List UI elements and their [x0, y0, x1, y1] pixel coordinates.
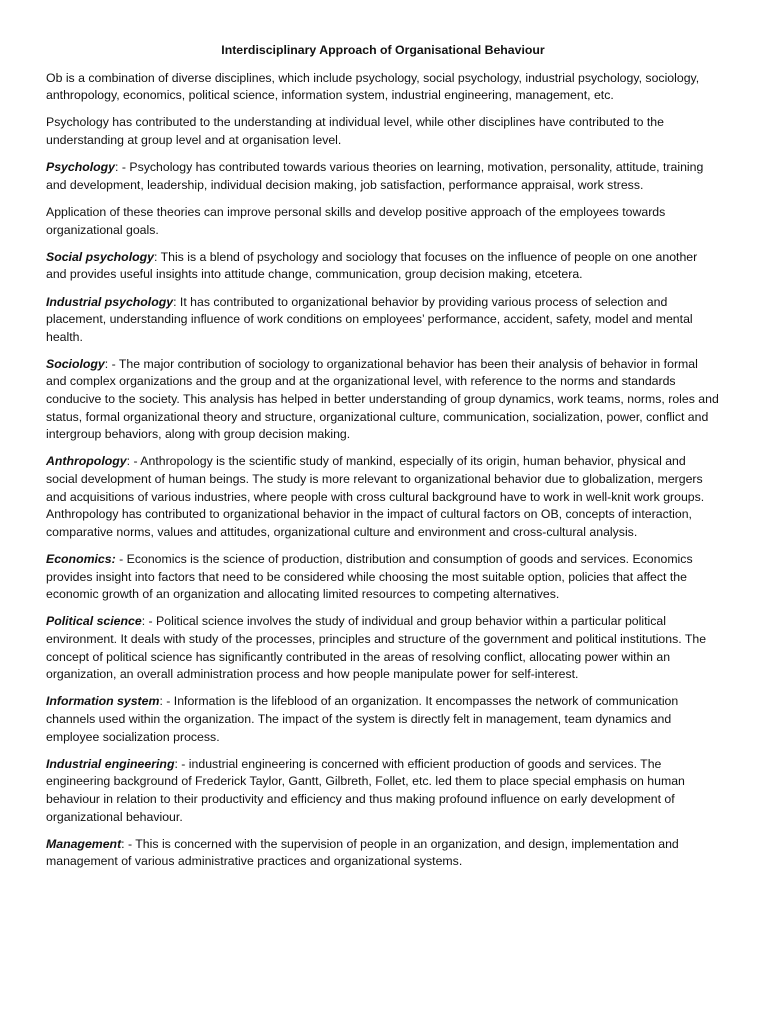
section-sociology: [46, 356, 720, 444]
section-text: : - Political science involves the study of individual and group behavior within a particular political environment. It deals with study of the processes, principles and structure of the government and political institutions. The concept of political science has significantly contributed in the areas of resolving conflict, allocating power within an organization, an overall administration process and how people manipulate power for self-interest.: [46, 614, 707, 682]
section-term: Information system: [46, 694, 160, 709]
section-information-system: [46, 693, 720, 746]
section-application: [46, 204, 720, 239]
section-term: Political science: [46, 614, 142, 629]
section-text: : - Anthropology is the scientific study of mankind, especially of its origin, human behavior, physical and social development of human beings. The study is more relevant to organizational behavior due to globalization, mergers and acquisitions of various industries, where people with cross cultural background have to work in well-knit work groups. Anthropology has contributed to organizational behavior in the impact of cultural factors on OB, concepts of interaction, comparative norms, values and attitudes, organizational culture and environment and cross-cultural analysis.: [46, 454, 705, 539]
section-industrial-engineering: [46, 756, 720, 826]
intro-paragraph-1: Ob is a combination of diverse disciplines, which include psychology, social psychology, industrial psychology, sociology, anthropology, economics, political science, information system, industrial engineering, management, etc.: [46, 70, 700, 103]
section-industrial-psychology: [46, 294, 720, 347]
section-text: Application of these theories can improve personal skills and develop positive approach of the employees towards organizational goals.: [46, 204, 666, 237]
section-anthropology: [46, 453, 720, 541]
section-term: Industrial psychology: [46, 294, 174, 309]
section-term: Industrial engineering: [46, 756, 175, 771]
section-term: Economics:: [46, 552, 116, 566]
section-psychology: [46, 159, 720, 194]
section-social-psychology: [46, 249, 720, 284]
section-term: Anthropology: [46, 454, 127, 469]
section-term: Social psychology: [46, 249, 154, 264]
section-text: : It has contributed to organizational behavior by providing various process of selection and placement, understanding influence of work conditions on employees’ performance, accident, safety, model and mental health.: [46, 294, 693, 344]
section-management: [46, 836, 720, 871]
section-text: : - industrial engineering is concerned with efficient production of goods and services. The engineering background of Frederick Taylor, Gantt, Gilbreth, Follet, etc. led them to place special emphasis on human behaviour in relation to their productivity and efficiency and thus making profound influence on early development of organizational behaviour.: [46, 756, 685, 824]
section-text: : This is a blend of psychology and sociology that focuses on the influence of people on one another and provides useful insights into attitude change, communication, group decision making, etcetera.: [46, 249, 698, 282]
document-title: Interdisciplinary Approach of Organisational Behaviour: [221, 43, 545, 57]
section-political-science: [46, 613, 720, 683]
section-term: Management: [46, 836, 122, 851]
section-term: Psychology: [46, 160, 116, 175]
section-text: : - This is concerned with the supervision of people in an organization, and design, implementation and management of various administrative practices and organizational systems.: [46, 836, 679, 869]
section-text: - Economics is the science of production, distribution and consumption of goods and services. Economics provides insight into factors that need to be considered while choosing the most suitable option, policies that affect the economic growth of an organization and allocating limited resources to competing alternatives.: [46, 552, 693, 602]
section-text: : - Psychology has contributed towards various theories on learning, motivation, personality, attitude, training and development, leadership, individual decision making, job satisfaction, performance appraisal, work stress.: [46, 160, 704, 192]
intro-paragraph-2: Psychology has contributed to the understanding at individual level, while other disciplines have contributed to the understanding at group level and at organisation level.: [46, 115, 664, 147]
section-term: Sociology: [46, 356, 105, 371]
section-economics: [46, 551, 720, 604]
section-text: : - Information is the lifeblood of an organization. It encompasses the network of communication channels used within the organization. The impact of the system is directly felt in management, team dynamics and employee socialization process.: [46, 694, 679, 744]
document-page: [46, 42, 720, 880]
section-text: : - The major contribution of sociology to organizational behavior has been their analysis of behavior in formal and complex organizations and the group and at the organizational level, with reference to the norms and standards conducive to the society. This analysis has helped in better understanding of group dynamics, work teams, norms, roles and status, formal organizational theory and structure, organizational culture, communication, socialization, power, conflict and intergroup behaviors, along with group decision making.: [46, 356, 719, 442]
